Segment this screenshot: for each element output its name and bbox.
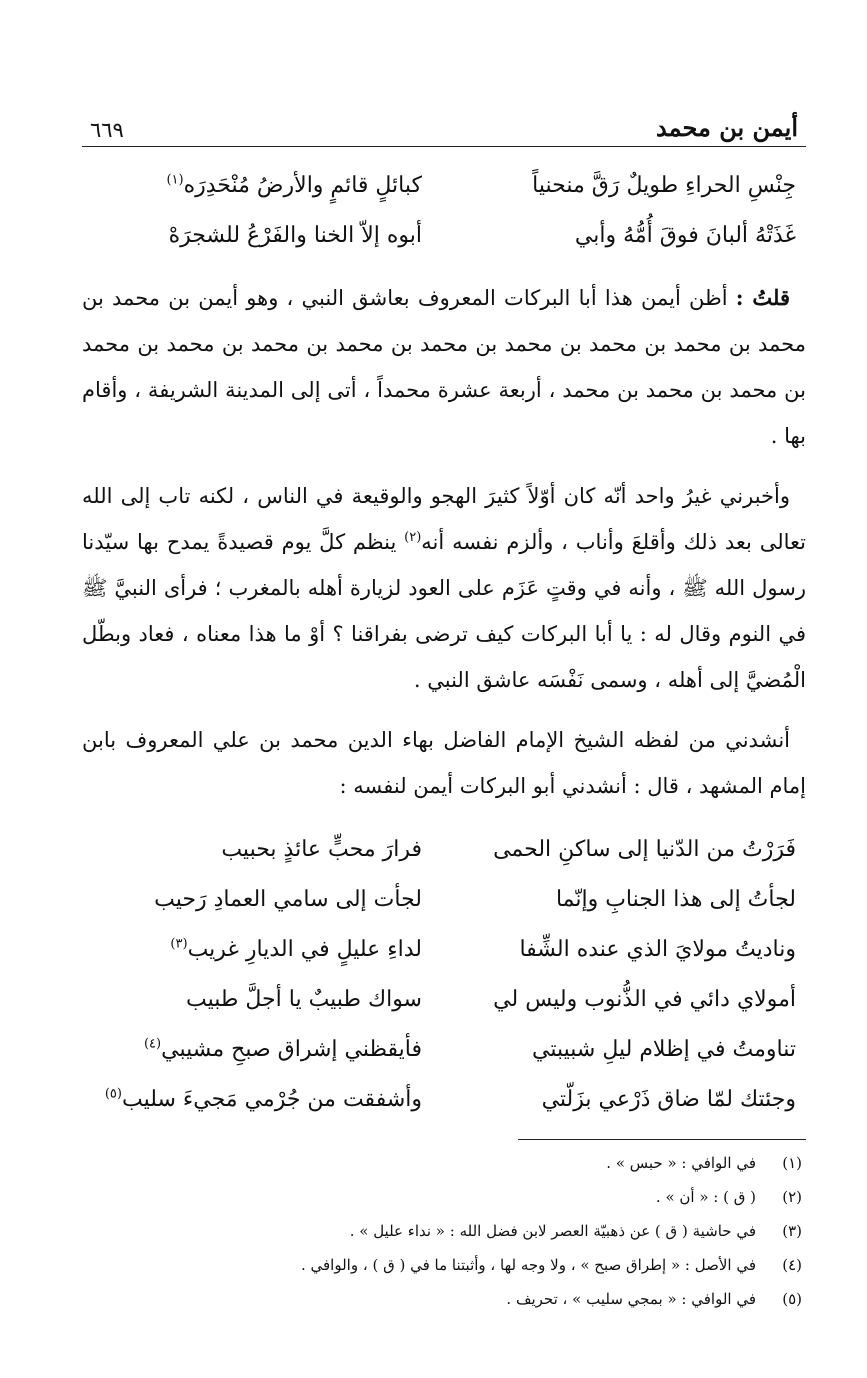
footnote	[82, 1180, 802, 1214]
verse-line	[82, 975, 806, 1025]
verse-line	[82, 925, 806, 975]
paragraph-transmission	[82, 717, 806, 809]
poem-block-2	[82, 825, 806, 1125]
book-page	[82, 104, 806, 1316]
verse-first-hemistich: جِنْسِ الحراءِ طويلٌ رَقَّ منحنياً	[532, 173, 796, 198]
footnote-number: (٣)	[782, 1222, 802, 1240]
footnote-marker: (٣)	[170, 936, 188, 952]
verse-first-hemistich: لجأتُ إلى هذا الجنابِ وإنّما	[555, 887, 796, 912]
verse-first-hemistich: وناديتُ مولايَ الذي عنده الشِّفا	[519, 937, 796, 962]
footnote-text: في الأصل : « إطراق صبح » ، ولا وجه لها ، وأثبتنا ما في ( ق ) ، والوافي .	[300, 1256, 756, 1274]
running-header	[82, 104, 806, 147]
footnote-marker: (٥)	[104, 1086, 122, 1102]
footnote-marker: (٢)	[404, 530, 422, 545]
footnote	[82, 1282, 802, 1316]
paragraph-text: ينظم كلَّ يوم قصيدةً يمدح بها سيّدنا رسول الله ﷺ ، وأنه في وقتٍ عَزَم على العود لزيارة أهله بالمغرب ؛ فرأى النبيَّ ﷺ في النوم وقال له : يا أبا البركات كيف ترضى بفراقنا ؟ أوْ ما هذا معناه ، فعاد وبطّل الْمُضيَّ إلى أهله ، وسمى نَفْسَه عاشق النبي .	[82, 530, 806, 692]
footnote-number: (٥)	[782, 1290, 802, 1308]
verse-second-hemistich: لداءِ عليلٍ في الديارِ غريب$^{(٣)}$	[170, 936, 422, 962]
footnote-text: في الوافي : « حبس » .	[606, 1154, 756, 1172]
paragraph-biography	[82, 473, 806, 703]
footnote-text: ( ق ) : « أن » .	[655, 1188, 756, 1206]
paragraph-lead: قلتُ :	[735, 285, 790, 310]
footnote	[82, 1146, 802, 1180]
footnote-number: (٢)	[782, 1188, 802, 1206]
verse-second-hemistich: لجأت إلى سامي العمادِ رَحيب	[154, 887, 422, 912]
footnote-marker: (١)	[166, 172, 184, 188]
verse-second-hemistich: أبوه إلاّ الخنا والفَرْعُ للشجرَهْ	[168, 223, 422, 248]
verse-first-hemistich: تناومتُ في إظلام ليلِ شبيبتي	[532, 1037, 796, 1062]
verse-line	[82, 875, 806, 925]
paragraph-identification	[82, 275, 806, 459]
verse-line	[82, 1025, 806, 1075]
footnote-number: (٤)	[782, 1256, 802, 1274]
paragraph-text: أنشدني من لفظه الشيخ الإمام الفاضل بهاء الدين محمد بن علي المعروف بابن إمام المشهد ، قال : أنشدني أبو البركات أيمن لنفسه :	[82, 728, 806, 798]
page-number: ٦٦٩	[90, 118, 124, 142]
footnote	[82, 1214, 802, 1248]
verse-second-hemistich: كبائلٍ قائمٍ والأرضُ مُنْحَدِرَه$^{(١)}$	[166, 172, 422, 198]
verse-second-hemistich: سواك طبيبٌ يا أجلَّ طبيب	[186, 987, 422, 1012]
footnote-marker: (٤)	[143, 1036, 162, 1052]
verse-first-hemistich: غَذَتْهُ ألبانَ فوقَ أُمُّهُ وأبي	[574, 223, 796, 248]
poem-block-1	[82, 161, 806, 261]
footnote	[82, 1248, 802, 1282]
verse-line	[82, 1075, 806, 1125]
footnotes	[82, 1146, 806, 1316]
paragraph-text: أظن أيمن هذا أبا البركات المعروف بعاشق النبي ، وهو أيمن بن محمد بن محمد بن محمد بن محمد بن محمد بن محمد بن محمد بن محمد بن محمد بن محمد بن محمد بن محمد بن محمد ، أربعة عشرة محمداً ، أتى إلى المدينة الشريفة ، وأقام بها .	[82, 286, 806, 448]
verse-line	[82, 161, 806, 211]
header-title: أيمن بن محمد	[656, 113, 798, 142]
verse-line	[82, 825, 806, 875]
footnote-separator	[518, 1139, 806, 1140]
verse-first-hemistich: أمولاي دائي في الذُّنوب وليس لي	[493, 987, 796, 1012]
verse-second-hemistich: فأيقظني إشراق صبحِ مشيبي$^{(٤)}$	[143, 1036, 422, 1062]
footnote-text: في حاشية ( ق ) عن ذهبيّة العصر لابن فضل الله : « نداء عليل » .	[349, 1222, 756, 1240]
paragraph-text: وأخبرني غيرُ واحد أنّه كان أوّلاً كثيرَ الهجو والوقيعة في الناس ، لكنه تاب إلى الله تعالى بعد ذلك وأقلعَ وأناب ، وألزم نفسه أنه	[82, 484, 806, 554]
footnote-text: في الوافي : « بمجي سليب » ، تحريف .	[506, 1290, 756, 1308]
verse-first-hemistich: فَرَرْتُ من الدّنيا إلى ساكنِ الحمى	[493, 837, 796, 862]
verse-second-hemistich: فرارَ محبٍّ عائذٍ بحبيب	[221, 837, 422, 862]
footnote-number: (١)	[782, 1154, 802, 1172]
verse-second-hemistich: وأشفقت من جُرْمي مَجيءَ سليب$^{(٥)}$	[104, 1086, 422, 1112]
verse-first-hemistich: وجئتك لمّا ضاق ذَرْعي بزَلّتي	[541, 1087, 796, 1112]
verse-line	[82, 211, 806, 261]
